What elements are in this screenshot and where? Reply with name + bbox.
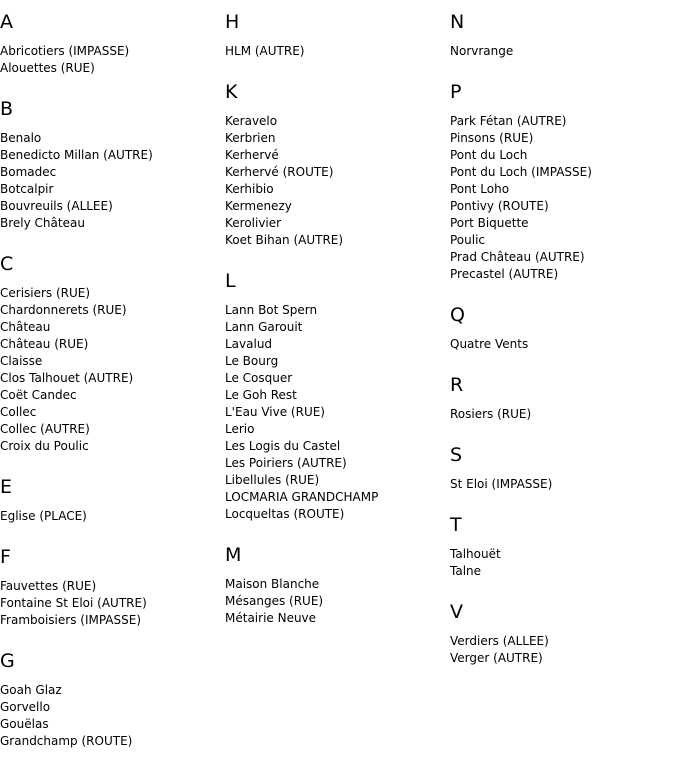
street-item: Métairie Neuve (225, 611, 317, 625)
street-item: Le Cosquer (225, 371, 293, 385)
street-item: Kerhibio (225, 182, 274, 196)
section-letter-heading: P (450, 81, 462, 103)
street-list (450, 43, 675, 60)
index-column-1 (0, 0, 225, 770)
street-list (0, 578, 225, 629)
section-letter-heading: S (450, 444, 463, 466)
street-item: Pont du Loch (450, 148, 528, 162)
street-item: Botcalpir (0, 182, 54, 196)
section-letter-heading: G (0, 650, 15, 672)
street-item: Kerbrien (225, 131, 276, 145)
street-item: Le Goh Rest (225, 388, 297, 402)
street-list (450, 546, 675, 580)
street-item: Keravelo (225, 114, 278, 128)
section-letter-heading: F (0, 546, 11, 568)
letter-section (225, 80, 450, 249)
street-item: Claisse (0, 354, 43, 368)
letter-section (450, 303, 675, 353)
street-item: LOCMARIA GRANDCHAMP (225, 490, 379, 504)
letter-section (225, 10, 450, 60)
street-item: Fontaine St Eloi (AUTRE) (0, 596, 147, 610)
letter-section (450, 373, 675, 423)
street-item: Quatre Vents (450, 337, 529, 351)
street-item: Kerhervé (225, 148, 279, 162)
street-item: Les Logis du Castel (225, 439, 341, 453)
street-list (450, 476, 675, 493)
street-item: Gorvello (0, 700, 51, 714)
letter-section (450, 10, 675, 60)
section-letter-heading: H (225, 11, 240, 33)
street-list (450, 633, 675, 667)
letter-section (225, 269, 450, 523)
street-item: Collec (AUTRE) (0, 422, 90, 436)
street-item: Chardonnerets (RUE) (0, 303, 127, 317)
street-item: Park Fétan (AUTRE) (450, 114, 567, 128)
street-item: Collec (0, 405, 37, 419)
street-item: Lavalud (225, 337, 273, 351)
street-item: HLM (AUTRE) (225, 44, 305, 58)
letter-section (450, 443, 675, 493)
street-list (225, 43, 450, 60)
street-item: Les Poiriers (AUTRE) (225, 456, 347, 470)
street-item: Pinsons (RUE) (450, 131, 534, 145)
letter-section (0, 252, 225, 455)
street-item: Lann Garouit (225, 320, 303, 334)
street-item: Maison Blanche (225, 577, 320, 591)
section-letter-heading: A (0, 11, 13, 33)
letter-section (450, 513, 675, 580)
street-item: Château (0, 320, 51, 334)
street-list (0, 130, 225, 232)
street-item: Rosiers (RUE) (450, 407, 532, 421)
letter-section (225, 543, 450, 627)
letter-section (0, 545, 225, 629)
street-item: Talhouët (450, 547, 501, 561)
street-item: Coët Candec (0, 388, 77, 402)
street-item: Lann Bot Spern (225, 303, 318, 317)
street-item: Grandchamp (ROUTE) (0, 734, 133, 748)
section-letter-heading: T (450, 514, 462, 536)
street-item: Pontivy (ROUTE) (450, 199, 549, 213)
street-list (450, 406, 675, 423)
street-item: Framboisiers (IMPASSE) (0, 613, 142, 627)
street-item: Benalo (0, 131, 42, 145)
section-letter-heading: V (450, 601, 463, 623)
street-item: Port Biquette (450, 216, 529, 230)
street-item: Gouëlas (0, 717, 49, 731)
street-list (225, 113, 450, 249)
index-column-2 (225, 0, 450, 770)
street-item: Alouettes (RUE) (0, 61, 95, 75)
letter-section (0, 97, 225, 232)
street-item: Abricotiers (IMPASSE) (0, 44, 130, 58)
street-item: Kermenezy (225, 199, 292, 213)
street-item: Talne (450, 564, 482, 578)
section-letter-heading: N (450, 11, 465, 33)
street-item: Kerhervé (ROUTE) (225, 165, 334, 179)
street-item: Pont Loho (450, 182, 510, 196)
street-list (450, 113, 675, 283)
street-list (0, 682, 225, 750)
street-list (0, 508, 225, 525)
section-letter-heading: R (450, 374, 464, 396)
letter-section (450, 600, 675, 667)
street-list (0, 285, 225, 455)
street-item: Eglise (PLACE) (0, 509, 87, 523)
street-item: Cerisiers (RUE) (0, 286, 91, 300)
letter-section (0, 10, 225, 77)
street-item: Verdiers (ALLEE) (450, 634, 549, 648)
street-item: Le Bourg (225, 354, 279, 368)
street-item: L'Eau Vive (RUE) (225, 405, 325, 419)
street-list (225, 302, 450, 523)
street-item: Brely Château (0, 216, 85, 230)
street-item: Bomadec (0, 165, 57, 179)
street-item: Château (RUE) (0, 337, 89, 351)
street-item: Lerio (225, 422, 255, 436)
street-item: Poulic (450, 233, 486, 247)
street-list (225, 576, 450, 627)
section-letter-heading: B (0, 98, 14, 120)
street-item: Benedicto Millan (AUTRE) (0, 148, 153, 162)
street-item: Koet Bihan (AUTRE) (225, 233, 344, 247)
street-item: Verger (AUTRE) (450, 651, 543, 665)
street-item: Locqueltas (ROUTE) (225, 507, 345, 521)
section-letter-heading: L (225, 270, 236, 292)
letter-section (0, 649, 225, 750)
street-list (450, 336, 675, 353)
street-item: Bouvreuils (ALLEE) (0, 199, 113, 213)
street-item: Kerolivier (225, 216, 282, 230)
street-item: Prad Château (AUTRE) (450, 250, 585, 264)
street-item: Goah Glaz (0, 683, 62, 697)
section-letter-heading: Q (450, 304, 465, 326)
street-item: Libellules (RUE) (225, 473, 320, 487)
letter-section (450, 80, 675, 283)
street-item: Fauvettes (RUE) (0, 579, 97, 593)
letter-section (0, 475, 225, 525)
street-item: Clos Talhouet (AUTRE) (0, 371, 134, 385)
index-column-3 (450, 0, 675, 770)
section-letter-heading: E (0, 476, 13, 498)
section-letter-heading: M (225, 544, 242, 566)
street-item: Croix du Poulic (0, 439, 89, 453)
section-letter-heading: K (225, 81, 238, 103)
street-item: Mésanges (RUE) (225, 594, 324, 608)
section-letter-heading: C (0, 253, 14, 275)
street-list (0, 43, 225, 77)
street-item: St Eloi (IMPASSE) (450, 477, 553, 491)
street-item: Precastel (AUTRE) (450, 267, 559, 281)
street-item: Norvrange (450, 44, 514, 58)
street-item: Pont du Loch (IMPASSE) (450, 165, 592, 179)
